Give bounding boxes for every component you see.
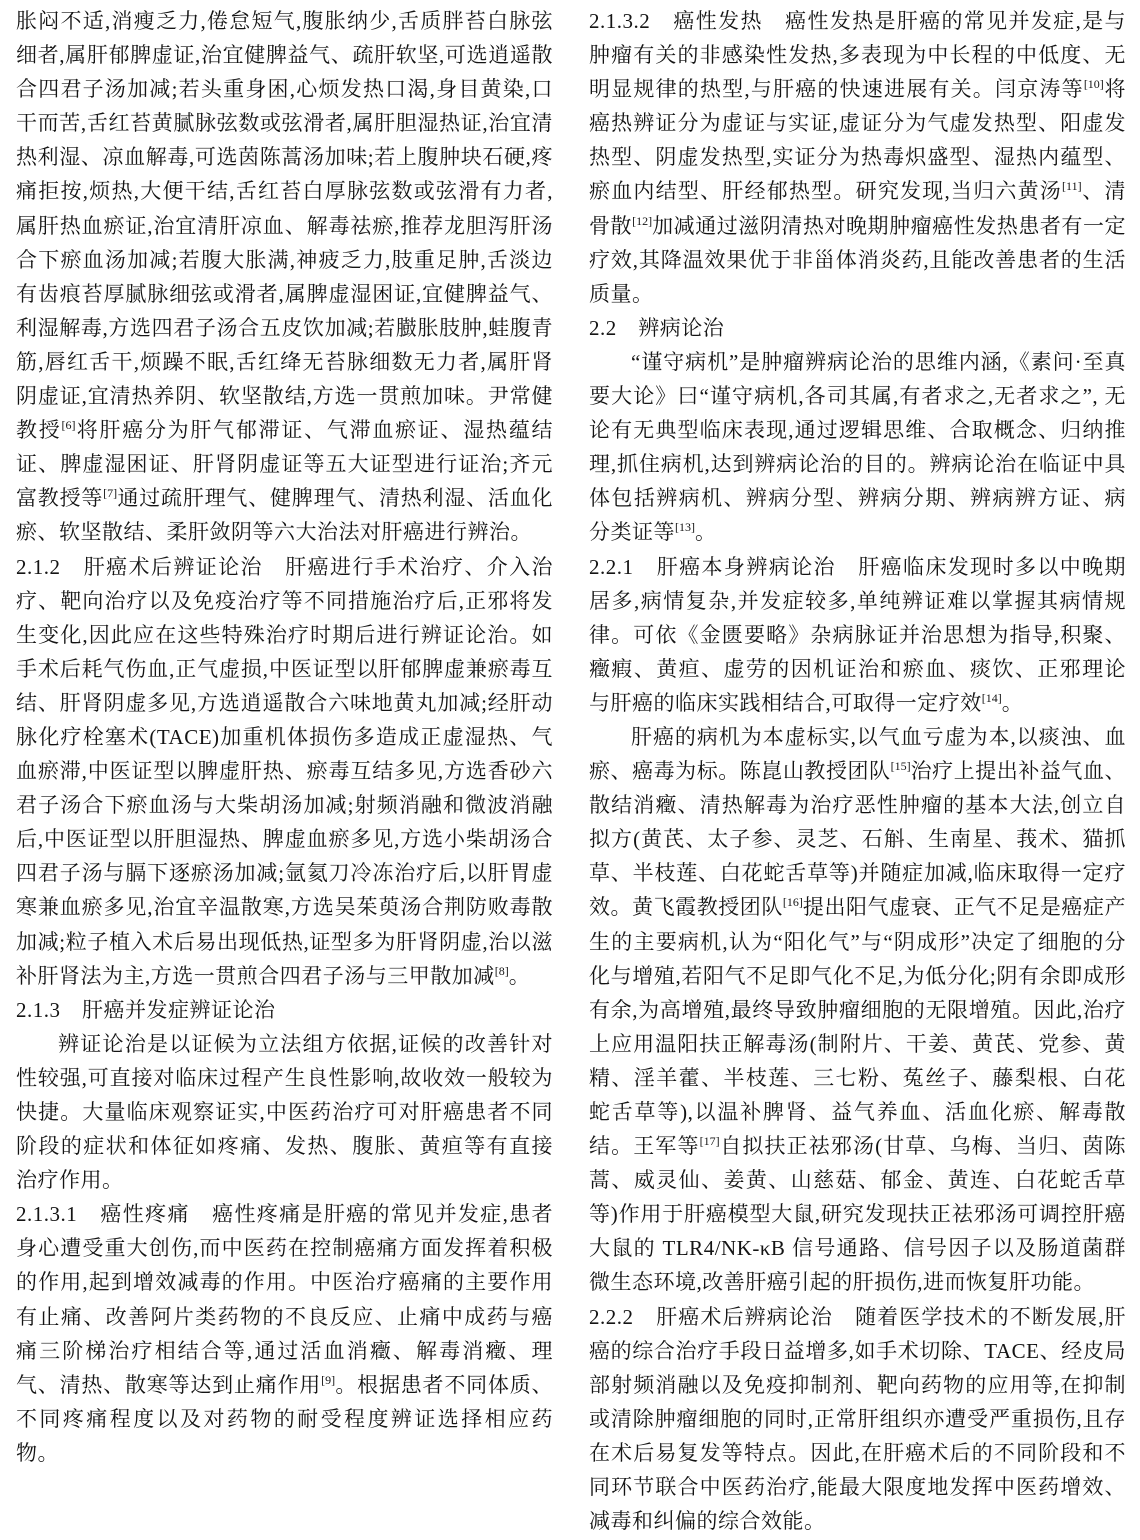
body-paragraph: 辨证论治是以证候为立法组方依据,证候的改善针对性较强,可直接对临床过程产生良性影响,故收效一般较为快捷。大量临床观察证实,中医药治疗可对肝癌患者不同阶段的症状和体征如疼痛、发热、腹胀、黄疸等有直接治疗作用。: [16, 1031, 553, 1193]
body-paragraph: 胀闷不适,消瘦乏力,倦怠短气,腹胀纳少,舌质胖苔白脉弦细者,属肝郁脾虚证,治宜健脾益气、疏肝软坚,可选逍遥散合四君子汤加减;若头重身困,心烦发热口渴,身目黄染,口干而苦,舌红苔黄腻脉弦数或弦滑者,属肝胆湿热证,治宜清热利湿、凉血解毒,可选茵陈蒿汤加味;若上腹肿块石硬,疼痛拒按,烦热,大便干结,舌红苔白厚脉弦数或弦滑有力者,属肝热血瘀证,治宜清肝凉血、解毒祛瘀,推荐龙胆泻肝汤合下瘀血汤加减;若腹大胀满,神疲乏力,肢重足肿,舌淡边有齿痕苔厚腻脉细弦或滑者,属脾虚湿困证,宜健脾益气、利湿解毒,方选四君子汤合五皮饮加减;若臌胀肢肿,蛙腹青筋,唇红舌干,烦躁不眠,舌红绛无苔脉细数无力者,属肝肾阴虚证,宜清热养阴、软坚散结,方选一贯煎加味。尹常健教授[6]将肝癌分为肝气郁滞证、气滞血瘀证、湿热蕴结证、脾虚湿困证、肝肾阴虚证等五大证型进行证治;齐元富教授等[7]通过疏肝理气、健脾理气、清热利湿、活血化瘀、软坚散结、柔肝敛阴等六大治法对肝癌进行辨治。: [16, 9, 554, 545]
section-heading: 2.2 辨病论治: [589, 315, 725, 340]
body-paragraph: 2.1.3.1 癌性疼痛 癌性疼痛是肝癌的常见并发症,患者身心遭受重大创伤,而中医药在控制癌痛方面发挥着积极的作用,起到增效减毒的作用。中医治疗癌痛的主要作用有止痛、改善阿片类药物的不良反应、止痛中成药与癌痛三阶梯治疗相结合等,通过活血消癥、解毒消癥、理气、清热、散寒等达到止痛作用[9]。根据患者不同体质、不同疼痛程度以及对药物的耐受程度辨证选择相应药物。: [16, 1202, 554, 1465]
citation-reference: [15]: [890, 759, 911, 774]
citation-reference: [17]: [699, 1134, 720, 1149]
body-paragraph: 2.1.3.2 癌性发热 癌性发热是肝癌的常见并发症,是与肿瘤有关的非感染性发热,多表现为中长程的中低度、无明显规律的热型,与肝癌的快速进展有关。闫京涛等[10]将癌热辨证分为虚证与实证,虚证分为气虚发热型、阳虚发热型、阴虚发热型,实证分为热毒炽盛型、湿热内蕴型、瘀血内结型、肝经郁热型。研究发现,当归六黄汤[11]、清骨散[12]加减通过滋阴清热对晚期肿瘤癌性发热患者有一定疗效,其降温效果优于非甾体消炎药,且能改善患者的生活质量。: [589, 9, 1127, 306]
citation-reference: [16]: [782, 895, 803, 910]
body-paragraph: “谨守病机”是肿瘤辨病论治的思维内涵,《素问·至真要大论》曰“谨守病机,各司其属,有者求之,无者求之”, 无论有无典型临床表现,通过逻辑思维、合取概念、归纳推理,抓住病机,达到辨病论治的目的。辨病论治在临证中具体包括辨病机、辨病分型、辨病分期、辨病辨方证、病分类证等[13]。: [589, 349, 1126, 545]
citation-reference: [13]: [675, 520, 695, 535]
body-paragraph: 2.2.2 肝癌术后辨病论治 随着医学技术的不断发展,肝癌的综合治疗手段日益增多,如手术切除、TACE、经皮局部射频消融以及免疫抑制剂、靶向药物的应用等,在抑制或清除肿瘤细胞的同时,正常肝组织亦遭受严重损伤,且存在术后易复发等特点。因此,在肝癌术后的不同阶段和不同环节联合中医药治疗,能最大限度地发挥中医药增效、减毒和纠偏的综合效能。: [589, 1304, 1126, 1534]
citation-reference: [10]: [1083, 77, 1104, 92]
citation-reference: [6]: [61, 418, 76, 433]
body-paragraph: 2.1.2 肝癌术后辨证论治 肝癌进行手术治疗、介入治疗、靶向治疗以及免疫治疗等不同措施治疗后,正邪将发生变化,因此应在这些特殊治疗时期后进行辨证论治。如手术后耗气伤血,正气虚损,中医证型以肝郁脾虚兼瘀毒互结、肝肾阴虚多见,方选逍遥散合六味地黄丸加减;经肝动脉化疗栓塞术(TACE)加重机体损伤多造成正虚湿热、气血瘀滞,中医证型以脾虚肝热、瘀毒互结多见,方选香砂六君子汤合下瘀血汤与大柴胡汤加减;射频消融和微波消融后,中医证型以肝胆湿热、脾虚血瘀多见,方选小柴胡汤合四君子汤与膈下逐瘀汤加减;氩氦刀冷冻治疗后,以肝胃虚寒兼血瘀多见,治宜辛温散寒,方选吴茱萸汤合荆防败毒散加减;粒子植入术后易出现低热,证型多为肝肾阴虚,治以滋补肝肾法为主,方选一贯煎合四君子汤与三甲散加减[8]。: [16, 554, 553, 988]
citation-reference: [7]: [103, 486, 118, 501]
left-column: [16, 4, 553, 1540]
citation-reference: [11]: [1062, 179, 1082, 194]
section-heading: 2.1.3 肝癌并发症辨证论治: [16, 997, 276, 1022]
citation-reference: [9]: [321, 1372, 336, 1387]
citation-reference: [8]: [494, 963, 509, 978]
citation-reference: [14]: [981, 690, 1002, 705]
right-column: [589, 4, 1126, 1540]
citation-reference: [12]: [632, 213, 653, 228]
body-paragraph: 肝癌的病机为本虚标实,以气血亏虚为本,以痰浊、血瘀、癌毒为标。陈崑山教授团队[15]治疗上提出补益气血、散结消癥、清热解毒为治疗恶性肿瘤的基本大法,创立自拟方(黄芪、太子参、灵芝、石斛、生南星、莪术、猫抓草、半枝莲、白花蛇舌草等)并随症加减,临床取得一定疗效。黄飞霞教授团队[16]提出阳气虚衰、正气不足是癌症产生的主要病机,认为“阳化气”与“阴成形”决定了细胞的分化与增殖,若阳气不足即气化不足,为低分化;阴有余即成形有余,为高增殖,最终导致肿瘤细胞的无限增殖。因此,治疗上应用温阳扶正解毒汤(制附片、干姜、黄芪、党参、黄精、淫羊藿、半枝莲、三七粉、菟丝子、藤梨根、白花蛇舌草等),以温补脾肾、益气养血、活血化瘀、解毒散结。王军等[17]自拟扶正祛邪汤(甘草、乌梅、当归、茵陈蒿、威灵仙、姜黄、山慈菇、郁金、黄连、白花蛇舌草等)作用于肝癌模型大鼠,研究发现扶正祛邪汤可调控肝癌大鼠的 TLR4/NK-κB 信号通路、信号因子以及肠道菌群微生态环境,改善肝癌引起的肝损伤,进而恢复肝功能。: [589, 724, 1127, 1295]
body-paragraph: 2.2.1 肝癌本身辨病论治 肝癌临床发现时多以中晚期居多,病情复杂,并发症较多,单纯辨证难以掌握其病情规律。可依《金匮要略》杂病脉证并治思想为指导,积聚、癥瘕、黄疸、虚劳的因机证治和瘀血、痰饮、正邪理论与肝癌的临床实践相结合,可取得一定疗效[14]。: [589, 554, 1126, 715]
